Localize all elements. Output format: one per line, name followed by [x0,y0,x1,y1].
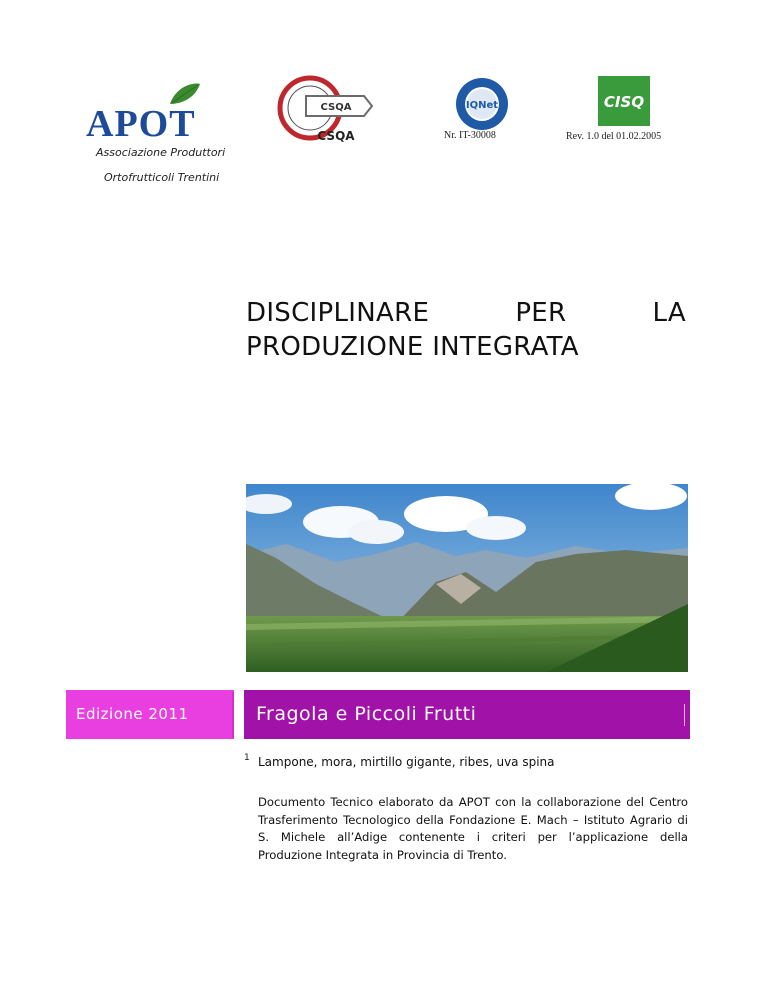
svg-text:CSQA: CSQA [320,102,352,113]
iqnet-number: Nr. IT-30008 [444,130,496,141]
title-word-2: PER [515,298,567,328]
product-varieties: Lampone, mora, mirtillo gigante, ribes, uva spina [258,755,555,769]
edition-label: Edizione 2011 [76,705,189,723]
title-word-1: DISCIPLINARE [246,298,430,328]
product-banner-edge [684,704,685,726]
iqnet-logo [454,76,510,132]
footnote-mark: 1 [244,753,250,763]
iqnet-logo-text: IQNet [465,100,499,111]
document-description: Documento Tecnico elaborato da APOT con la collaborazione del Centro Trasferimento Tecnologico della Fondazione E. Mach – Istituto Agrario di S. Michele all’Adige contenente i criteri per l’applicazione della Produzione Integrata in Provincia di Trento. [258,795,688,862]
apot-subtitle-line1: Associazione Produttori [96,146,226,159]
landscape-photo [246,484,688,672]
csqa-logo-text: CSQA [317,129,355,143]
apot-logo [84,78,234,140]
cisq-logo-text: CISQ [603,93,645,111]
csqa-logo [276,74,386,144]
revision-label: Rev. 1.0 del 01.02.2005 [566,131,662,142]
apot-logo-text: APOT [86,103,196,140]
cisq-logo [598,76,650,126]
document-title [246,296,686,364]
edition-banner-edge [232,692,234,738]
apot-subtitle-line2: Ortofrutticoli Trentini [104,171,220,184]
title-line-2: PRODUZIONE INTEGRATA [246,332,579,362]
product-name: Fragola e Piccoli Frutti [256,703,477,725]
title-word-3: LA [652,298,686,328]
